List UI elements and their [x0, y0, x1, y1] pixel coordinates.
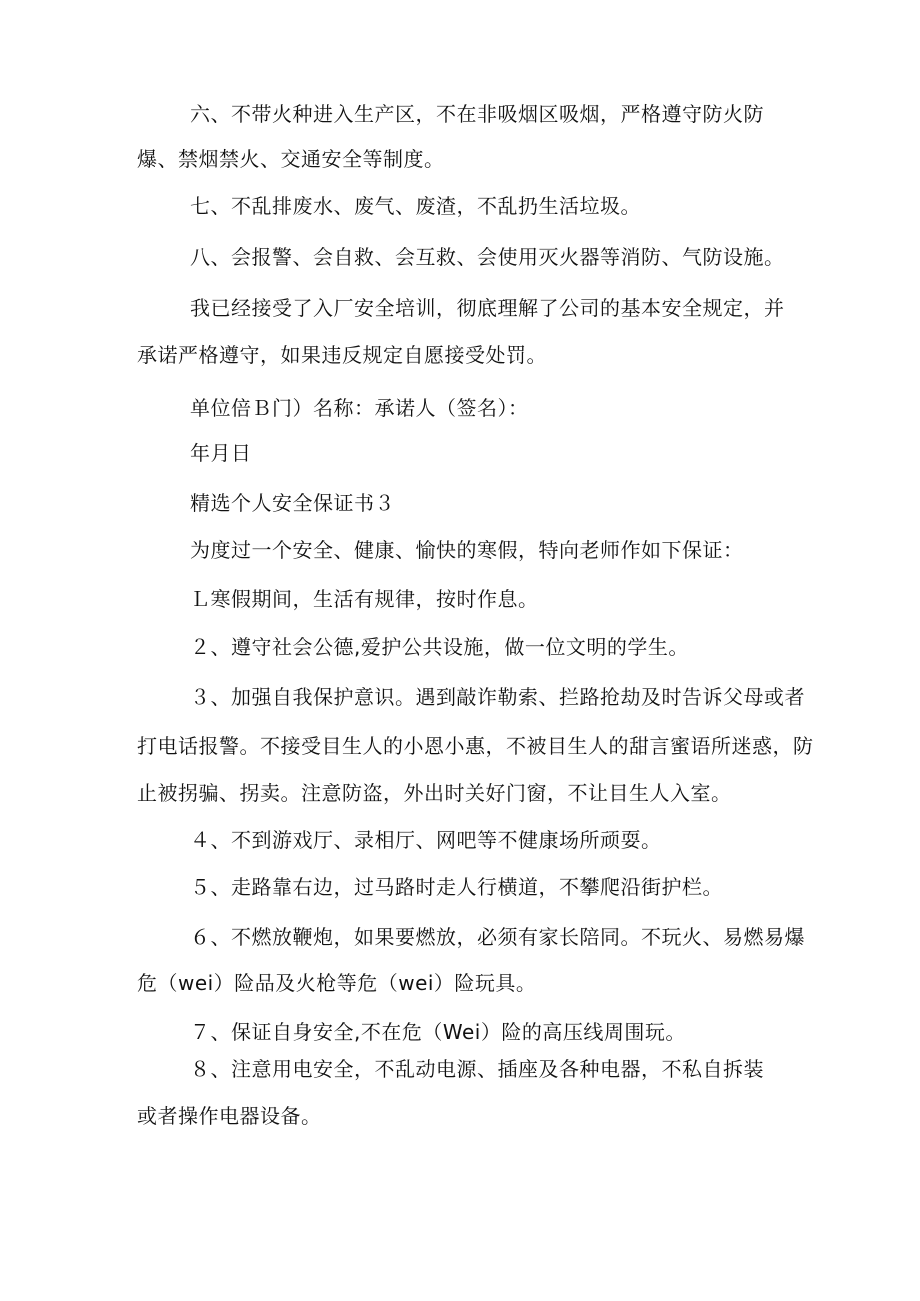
rule-8: 八、会报警、会自救、会互救、会使用灭火器等消防、气防设施。 [190, 245, 785, 269]
item-6-line-2: 危（wei）险品及火枪等危（wei）险玩具。 [137, 971, 537, 995]
item-7: ７、保证自身安全,不在危（Wei）险的高压线周围玩。 [190, 1020, 686, 1044]
rule-7: 七、不乱排废水、废气、废渣，不乱扔生活垃圾。 [190, 194, 641, 218]
item-6-line-1: ６、不燃放鞭炮，如果要燃放，必须有家长陪同。不玩火、易燃易爆 [190, 925, 805, 949]
date-line: 年月日 [190, 441, 252, 465]
item-8-line-2: 或者操作电器设备。 [137, 1104, 322, 1128]
section-title: 精选个人安全保证书３ [190, 491, 395, 515]
item-3-line-2: 打电话报警。不接受目生人的小恩小惠，不被目生人的甜言蜜语所迷惑，防 [137, 734, 814, 758]
pledge-line-2: 承诺严格遵守，如果违反规定自愿接受处罚。 [137, 343, 547, 367]
item-1: Ｌ寒假期间，生活有规律，按时作息。 [190, 587, 539, 611]
item-8-line-1: ８、注意用电安全，不乱动电源、插座及各种电器，不私自拆装 [190, 1057, 764, 1081]
item-4: ４、不到游戏厅、录相厅、网吧等不健康场所顽耍。 [190, 828, 662, 852]
item-3-line-3: 止被拐骗、拐卖。注意防盗，外出时关好门窗，不让目生人入室。 [137, 781, 732, 805]
rule-6-line-1: 六、不带火种进入生产区，不在非吸烟区吸烟，严格遵守防火防 [190, 102, 764, 126]
item-2: ２、遵守社会公德,爱护公共设施，做一位文明的学生。 [190, 635, 689, 659]
pledge-line-1: 我已经接受了入厂安全培训，彻底理解了公司的基本安全规定，并 [190, 296, 785, 320]
signature-line: 单位倍Ｂ门）名称：承诺人（签名）： [190, 396, 529, 420]
item-5: ５、走路靠右边，过马路时走人行横道，不攀爬沿街护栏。 [190, 875, 723, 899]
rule-6-line-2: 爆、禁烟禁火、交通安全等制度。 [137, 147, 445, 171]
item-3-line-1: ３、加强自我保护意识。遇到敲诈勒索、拦路抢劫及时告诉父母或者 [190, 685, 805, 709]
intro-paragraph: 为度过一个安全、健康、愉快的寒假，特向老师作如下保证： [190, 538, 744, 562]
